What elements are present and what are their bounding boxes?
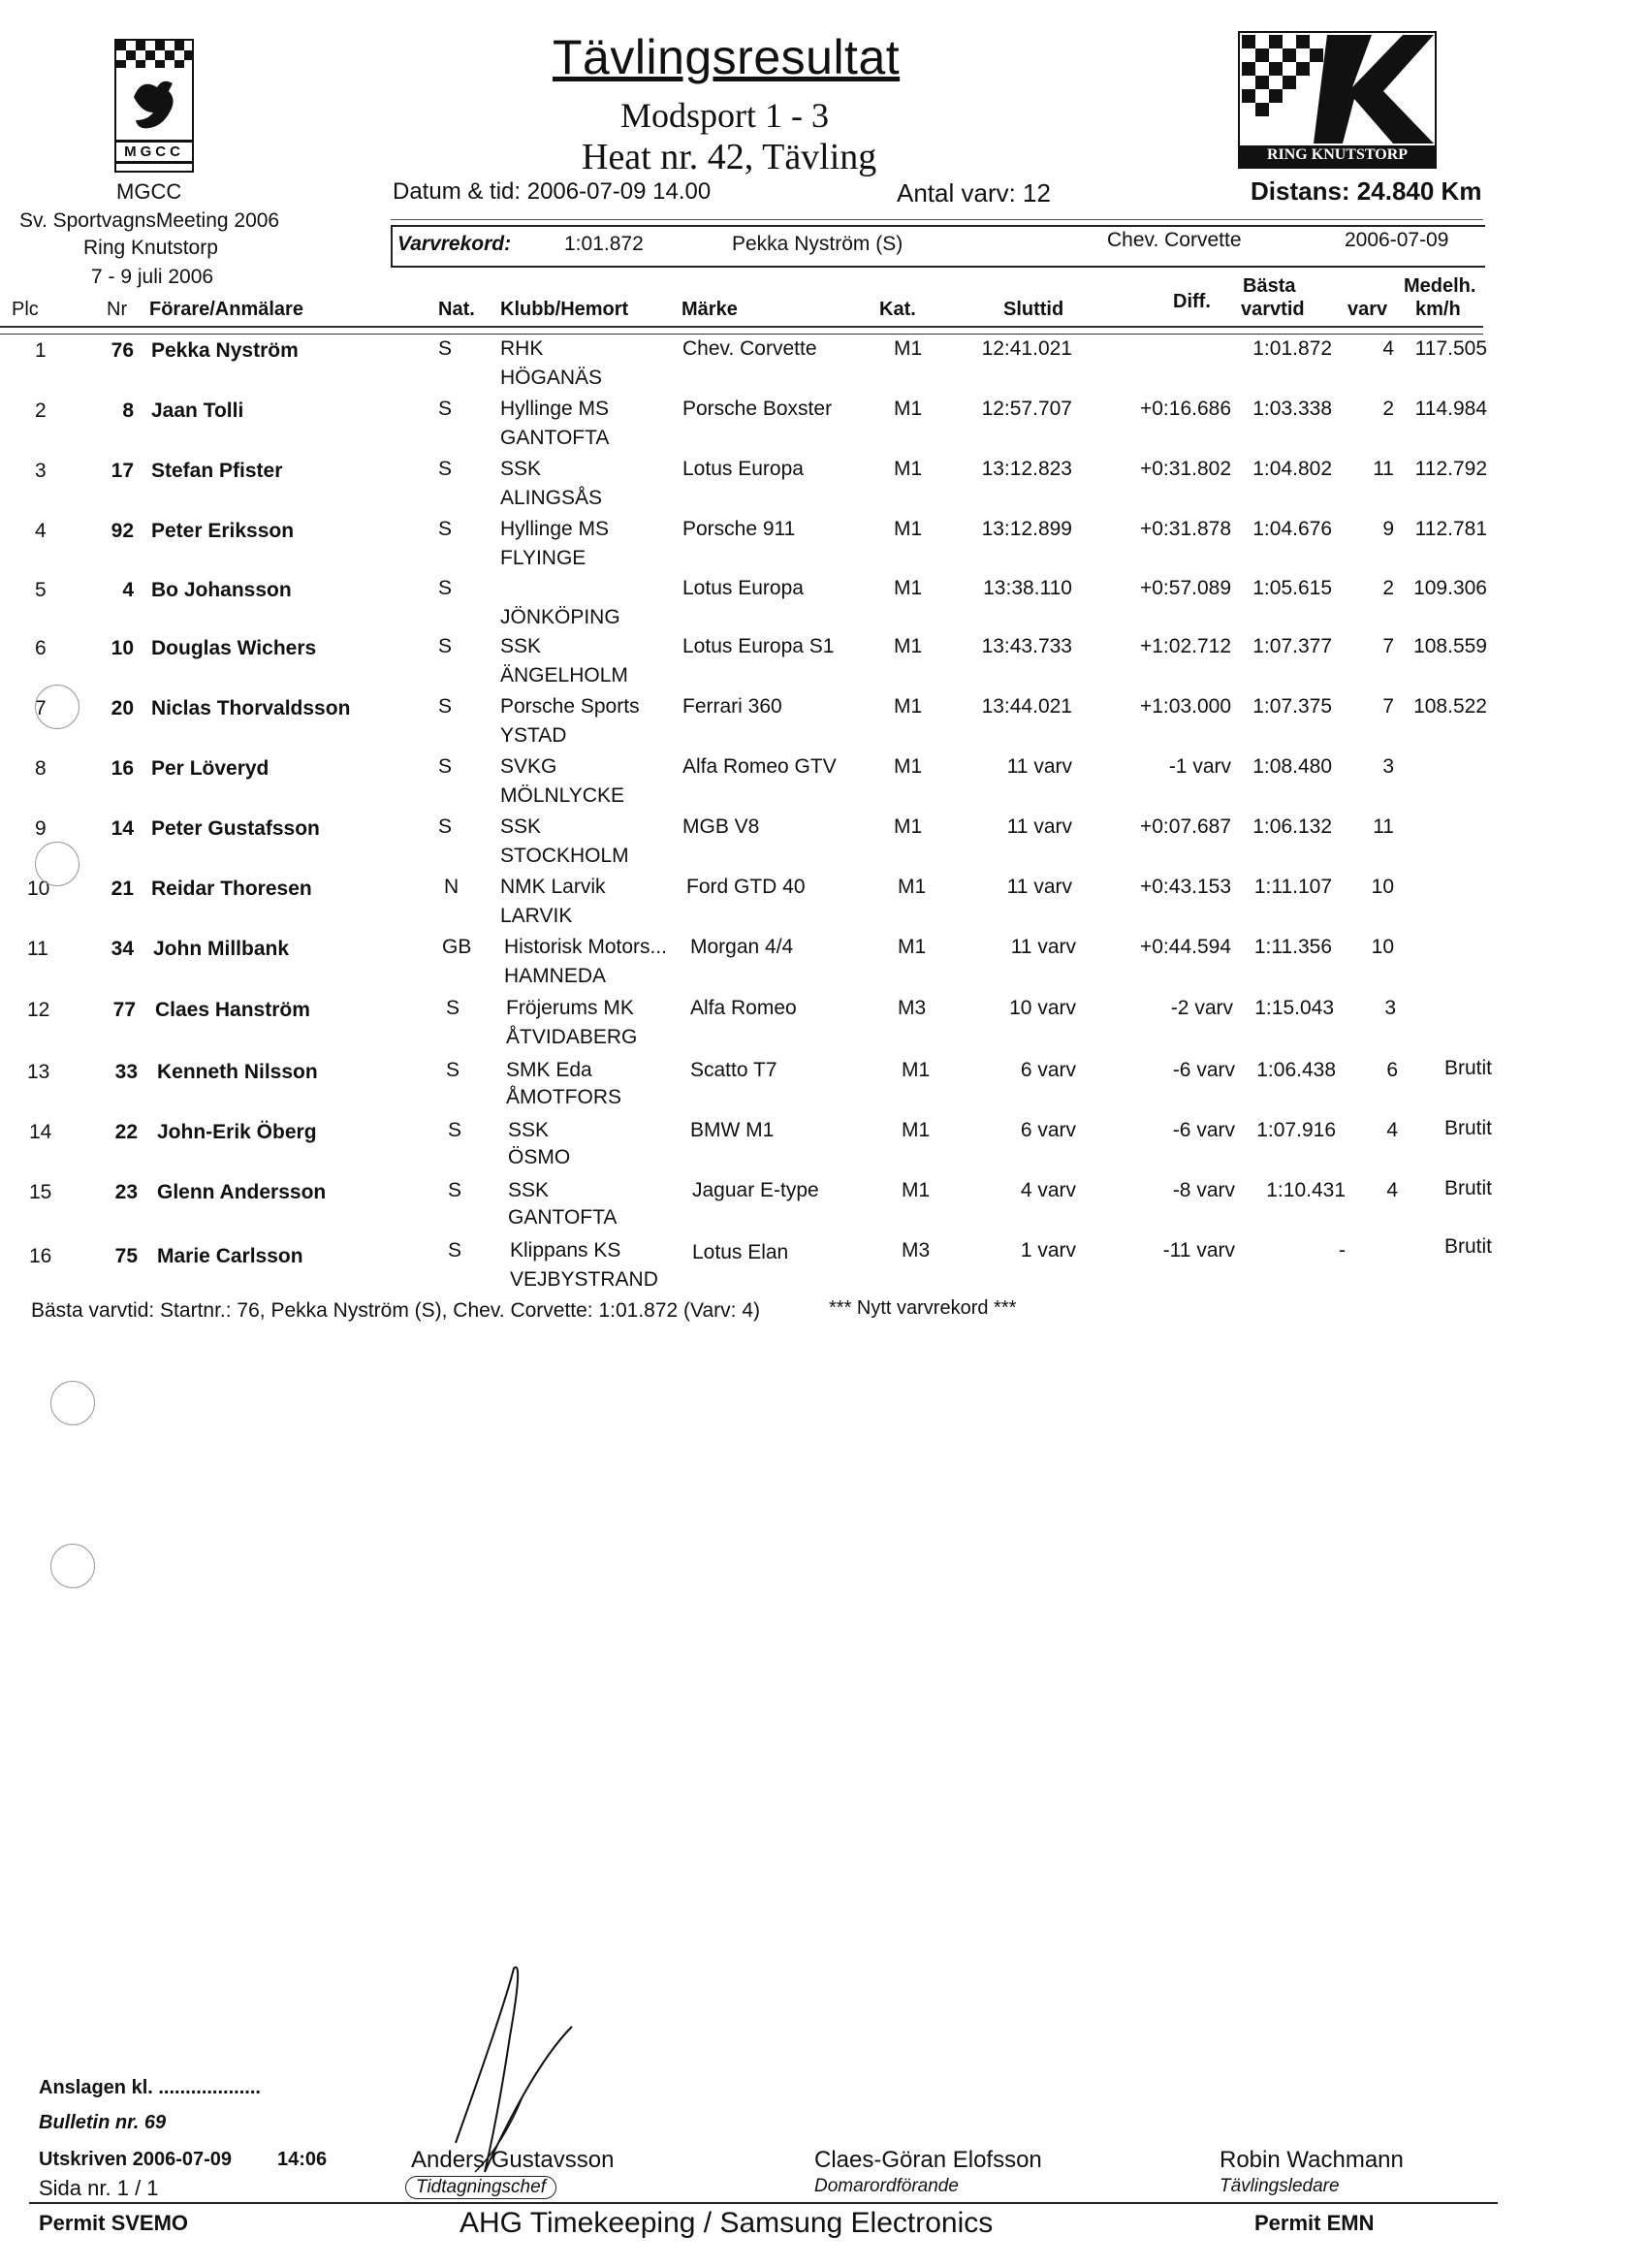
cell-lap: 10 (1371, 936, 1394, 958)
cell-lap: 4 (1386, 1119, 1398, 1141)
cell-plc: 10 (27, 878, 50, 900)
cell-nr: 4 (122, 579, 134, 601)
table-row (0, 1235, 1512, 1295)
cell-lap: 3 (1384, 997, 1396, 1019)
cell-club: Porsche Sports (500, 695, 640, 718)
table-row (0, 518, 1512, 578)
cell-best: 1:07.916 (1256, 1119, 1336, 1141)
cell-town: STOCKHOLM (500, 845, 629, 867)
cell-note: Brutit (1444, 1117, 1493, 1139)
cell-nr: 23 (114, 1181, 138, 1203)
cell-cat: M1 (894, 695, 923, 718)
cell-plc: 1 (35, 339, 47, 362)
race-class: Modsport 1 - 3 (620, 96, 829, 135)
cell-best: 1:08.480 (1252, 755, 1332, 778)
cell-time: 11 varv (1006, 876, 1072, 898)
cell-best: 1:06.438 (1256, 1059, 1336, 1081)
cell-nat: S (448, 1239, 462, 1262)
lap-record-driver: Pekka Nyström (S) (732, 233, 903, 255)
table-row (0, 936, 1512, 996)
cell-town: ÖSMO (508, 1146, 571, 1168)
punch-hole (50, 1381, 95, 1425)
footer-rule (29, 2202, 1498, 2204)
cell-cat: M1 (898, 876, 927, 898)
cell-make: Morgan 4/4 (690, 936, 794, 958)
cell-nat: S (438, 458, 453, 480)
cell-driver: Peter Gustafsson (151, 817, 320, 840)
cell-make: Alfa Romeo (690, 997, 797, 1019)
posted-time: Anslagen kl. ................... (39, 2077, 261, 2098)
cell-avg: 112.792 (1414, 458, 1487, 480)
cell-plc: 13 (27, 1061, 50, 1083)
cell-time: 13:12.823 (981, 458, 1072, 480)
cell-lap: 2 (1382, 398, 1394, 420)
cell-cat: M1 (902, 1119, 931, 1141)
race-distance: Distans: 24.840 Km (1251, 176, 1482, 206)
cell-plc: 15 (29, 1181, 52, 1203)
cell-driver: Pekka Nyström (151, 339, 299, 362)
cell-cat: M1 (898, 936, 927, 958)
cell-driver: Kenneth Nilsson (157, 1061, 318, 1083)
cell-driver: Reidar Thoresen (151, 878, 312, 900)
cell-make: Chev. Corvette (682, 337, 817, 360)
cell-best: 1:11.356 (1253, 936, 1332, 958)
table-row (0, 1177, 1512, 1237)
cell-town: VEJBYSTRAND (510, 1268, 658, 1291)
cell-diff: +0:31.878 (1139, 518, 1231, 540)
cell-club: Fröjerums MK (506, 997, 634, 1019)
permit-right: Permit EMN (1254, 2211, 1375, 2235)
signature-title-2: Domarordförande (814, 2176, 959, 2196)
cell-club: Hyllinge MS (500, 398, 610, 420)
cell-cat: M3 (898, 997, 927, 1019)
cell-nr: 8 (122, 399, 134, 422)
table-row (0, 815, 1512, 876)
cell-plc: 16 (29, 1245, 52, 1267)
col-lap: varv (1347, 299, 1388, 320)
page-title: Tävlingsresultat (553, 30, 901, 84)
cell-diff: +0:43.153 (1139, 876, 1231, 898)
printed-date: Utskriven 2006-07-09 (39, 2149, 233, 2170)
cell-club: Klippans KS (510, 1239, 621, 1262)
cell-club: Historisk Motors... (504, 936, 668, 958)
cell-nr: 20 (111, 697, 134, 719)
cell-driver: Niclas Thorvaldsson (151, 697, 351, 719)
signature-title-1: Tidtagningschef (405, 2176, 556, 2199)
cell-make: Ford GTD 40 (686, 876, 806, 898)
signature-name-2: Claes-Göran Elofsson (814, 2147, 1042, 2173)
cell-town: GANTOFTA (500, 427, 610, 449)
lap-record-date: 2006-07-09 (1345, 229, 1449, 251)
cell-club: Hyllinge MS (500, 518, 610, 540)
cell-note: Brutit (1444, 1235, 1493, 1258)
cell-plc: 9 (35, 817, 47, 840)
cell-nat: S (438, 337, 453, 360)
cell-club: RHK (500, 337, 544, 360)
cell-nat: S (446, 997, 460, 1019)
cell-nat: GB (442, 936, 472, 958)
cell-best: 1:05.615 (1252, 577, 1332, 599)
cell-diff: -2 varv (1170, 997, 1233, 1019)
cell-nat: S (438, 635, 453, 657)
cell-town: ÅTVIDABERG (506, 1026, 638, 1048)
cell-time: 13:44.021 (981, 695, 1072, 718)
cell-driver: Stefan Pfister (151, 460, 283, 482)
mgcc-logo-text: MGCC (124, 144, 184, 160)
cell-club: SVKG (500, 755, 557, 778)
cell-nr: 75 (114, 1245, 138, 1267)
cell-plc: 5 (35, 579, 47, 601)
cell-nat: S (438, 518, 453, 540)
ring-knutstorp-text: RING KNUTSTORP (1266, 146, 1409, 163)
cell-town: HAMNEDA (504, 965, 607, 987)
cell-note: Brutit (1444, 1177, 1493, 1199)
cell-diff: +0:16.686 (1139, 398, 1231, 420)
cell-avg: 112.781 (1414, 518, 1487, 540)
table-row (0, 398, 1512, 458)
cell-driver: Bo Johansson (151, 579, 292, 601)
header-rule-2 (0, 334, 1483, 335)
cell-time: 6 varv (1020, 1119, 1076, 1141)
cell-town: FLYINGE (500, 547, 586, 569)
printed-time: 14:06 (277, 2149, 328, 2170)
cell-town: ÅMOTFORS (506, 1086, 621, 1108)
cell-nat: S (446, 1059, 460, 1081)
cell-best: - (1339, 1239, 1346, 1262)
cell-diff: +0:44.594 (1139, 936, 1231, 958)
cell-plc: 12 (27, 999, 50, 1021)
cell-club: SSK (508, 1119, 550, 1141)
cell-cat: M1 (902, 1059, 931, 1081)
cell-lap: 4 (1386, 1179, 1398, 1201)
cell-time: 11 varv (1006, 755, 1072, 778)
cell-driver: Jaan Tolli (151, 399, 244, 422)
new-record-note: *** Nytt varvrekord *** (829, 1297, 1017, 1319)
lap-record-time: 1:01.872 (564, 233, 644, 255)
cell-nat: N (444, 876, 460, 898)
cell-diff: -1 varv (1168, 755, 1231, 778)
lap-record-box (391, 225, 1485, 268)
cell-best: 1:07.375 (1252, 695, 1332, 718)
cell-cat: M1 (894, 815, 923, 838)
cell-town: HÖGANÄS (500, 367, 603, 389)
lap-record-label: Varvrekord: (397, 233, 512, 255)
cell-time: 13:43.733 (981, 635, 1072, 657)
cell-plc: 8 (35, 757, 47, 780)
signature-name-1: Anders Gustavsson (411, 2147, 615, 2173)
cell-cat: M1 (894, 458, 923, 480)
table-row (0, 577, 1512, 637)
table-row (0, 635, 1512, 695)
cell-plc: 3 (35, 460, 47, 482)
timekeeping-credit: AHG Timekeeping / Samsung Electronics (460, 2207, 994, 2239)
cell-town: JÖNKÖPING (500, 606, 620, 628)
lap-count: Antal varv: 12 (897, 178, 1051, 208)
cell-lap: 9 (1382, 518, 1394, 540)
cell-cat: M1 (894, 755, 923, 778)
permit-left: Permit SVEMO (39, 2211, 189, 2235)
col-best-1: Bästa (1243, 275, 1296, 297)
signature-name-3: Robin Wachmann (1220, 2147, 1404, 2173)
cell-driver: Marie Carlsson (157, 1245, 303, 1267)
cell-cat: M1 (894, 577, 923, 599)
cell-plc: 6 (35, 637, 47, 659)
cell-lap: 6 (1386, 1059, 1398, 1081)
cell-diff: +0:57.089 (1139, 577, 1231, 599)
cell-best: 1:03.338 (1252, 398, 1332, 420)
cell-time: 10 varv (1009, 997, 1076, 1019)
cell-town: ALINGSÅS (500, 487, 603, 509)
cell-note: Brutit (1444, 1057, 1493, 1079)
cell-diff: -11 varv (1162, 1239, 1235, 1262)
cell-time: 12:57.707 (981, 398, 1072, 420)
cell-make: Jaguar E-type (692, 1179, 819, 1201)
cell-make: BMW M1 (690, 1119, 775, 1141)
cell-lap: 4 (1382, 337, 1394, 360)
cell-best: 1:07.377 (1252, 635, 1332, 657)
cell-lap: 2 (1382, 577, 1394, 599)
cell-club: NMK Larvik (500, 876, 606, 898)
cell-make: Lotus Europa (682, 577, 804, 599)
cell-driver: John-Erik Öberg (157, 1121, 317, 1143)
cell-diff: +1:02.712 (1139, 635, 1231, 657)
cell-make: MGB V8 (682, 815, 760, 838)
cell-town: MÖLNLYCKE (500, 784, 624, 807)
cell-nr: 16 (111, 757, 134, 780)
meeting-dates: 7 - 9 juli 2006 (91, 266, 214, 288)
cell-plc: 11 (27, 938, 48, 960)
cell-make: Lotus Elan (692, 1241, 789, 1263)
header-rule (0, 326, 1483, 328)
signature-title-3: Tävlingsledare (1220, 2176, 1340, 2196)
cell-nr: 92 (111, 520, 134, 542)
cell-time: 11 varv (1010, 936, 1076, 958)
cell-make: Scatto T7 (690, 1059, 777, 1081)
cell-nat: S (438, 755, 453, 778)
cell-town: GANTOFTA (508, 1206, 618, 1229)
cell-avg: 114.984 (1414, 398, 1487, 420)
cell-best: 1:04.676 (1252, 518, 1332, 540)
col-plc: Plc (12, 299, 39, 320)
punch-hole (50, 1544, 95, 1588)
cell-town: LARVIK (500, 905, 573, 927)
col-cat: Kat. (879, 299, 916, 320)
cell-nr: 21 (111, 878, 134, 900)
cell-town: YSTAD (500, 724, 567, 747)
cell-club: SSK (500, 458, 542, 480)
table-row (0, 755, 1512, 815)
table-row (0, 876, 1512, 936)
cell-avg: 109.306 (1413, 577, 1487, 599)
cell-time: 4 varv (1020, 1179, 1076, 1201)
cell-best: 1:10.431 (1266, 1179, 1346, 1201)
col-avg-1: Medelh. (1404, 275, 1476, 297)
table-row (0, 695, 1512, 755)
cell-cat: M1 (894, 398, 923, 420)
cell-diff: +1:03.000 (1139, 695, 1231, 718)
organizer-name: MGCC (116, 179, 182, 204)
cell-driver: Per Löveryd (151, 757, 269, 780)
heat-info: Heat nr. 42, Tävling (582, 137, 877, 177)
cell-cat: M1 (902, 1179, 931, 1201)
table-row (0, 337, 1512, 398)
cell-driver: Peter Eriksson (151, 520, 295, 542)
cell-nr: 14 (111, 817, 134, 840)
table-row (0, 1117, 1512, 1177)
cell-diff: +0:07.687 (1139, 815, 1231, 838)
cell-cat: M1 (894, 518, 923, 540)
table-row (0, 458, 1512, 518)
cell-nat: S (448, 1179, 462, 1201)
cell-lap: 11 (1373, 458, 1394, 480)
col-time: Sluttid (1003, 299, 1064, 320)
cell-plc: 7 (35, 697, 47, 719)
cell-make: Porsche Boxster (682, 398, 833, 420)
cell-time: 13:12.899 (981, 518, 1072, 540)
cell-nr: 76 (111, 339, 134, 362)
cell-avg: 117.505 (1414, 337, 1487, 360)
best-lap-summary: Bästa varvtid: Startnr.: 76, Pekka Nyström (S), Chev. Corvette: 1:01.872 (Varv: 4) (31, 1299, 761, 1322)
cell-nr: 77 (112, 999, 136, 1021)
cell-plc: 4 (35, 520, 47, 542)
cell-club: SSK (500, 815, 542, 838)
cell-nr: 10 (111, 637, 134, 659)
cell-plc: 2 (35, 399, 47, 422)
mgcc-logo (114, 39, 194, 173)
cell-diff: -8 varv (1172, 1179, 1235, 1201)
cell-time: 12:41.021 (981, 337, 1072, 360)
cell-driver: John Millbank (153, 938, 290, 960)
cell-cat: M1 (894, 635, 923, 657)
cell-nr: 34 (111, 938, 134, 960)
col-best-2: varvtid (1241, 299, 1305, 320)
cell-cat: M1 (894, 337, 923, 360)
col-make: Märke (681, 299, 738, 320)
cell-lap: 11 (1373, 815, 1394, 838)
cell-make: Ferrari 360 (682, 695, 782, 718)
cell-lap: 7 (1382, 695, 1394, 718)
cell-time: 11 varv (1006, 815, 1072, 838)
cell-town: ÄNGELHOLM (500, 664, 628, 687)
lap-record-car: Chev. Corvette (1107, 229, 1242, 251)
cell-lap: 7 (1382, 635, 1394, 657)
meeting-name: Sv. SportvagnsMeeting 2006 (19, 209, 280, 232)
bulletin-number: Bulletin nr. 69 (39, 2112, 167, 2133)
cell-best: 1:06.132 (1252, 815, 1332, 838)
cell-nr: 33 (114, 1061, 138, 1083)
cell-diff: -6 varv (1172, 1119, 1235, 1141)
cell-time: 6 varv (1020, 1059, 1076, 1081)
cell-best: 1:01.872 (1252, 337, 1332, 360)
punch-hole (35, 685, 79, 729)
cell-best: 1:04.802 (1252, 458, 1332, 480)
cell-nr: 22 (114, 1121, 138, 1143)
cell-diff: +0:31.802 (1139, 458, 1231, 480)
cell-time: 1 varv (1020, 1239, 1076, 1262)
cell-driver: Douglas Wichers (151, 637, 317, 659)
cell-club: SSK (500, 635, 542, 657)
cell-make: Porsche 911 (682, 518, 796, 540)
cell-avg: 108.559 (1413, 635, 1487, 657)
col-diff: Diff. (1173, 291, 1211, 312)
cell-cat: M3 (902, 1239, 931, 1262)
cell-nat: S (438, 577, 453, 599)
col-driver: Förare/Anmälare (149, 299, 303, 320)
table-row (0, 997, 1512, 1057)
cell-make: Lotus Europa (682, 458, 804, 480)
cell-club: SMK Eda (506, 1059, 592, 1081)
cell-nat: S (438, 398, 453, 420)
punch-hole (35, 842, 79, 886)
table-row (0, 1057, 1512, 1117)
cell-avg: 108.522 (1413, 695, 1487, 718)
page-number: Sida nr. 1 / 1 (39, 2176, 159, 2200)
ring-knutstorp-logo (1238, 31, 1437, 169)
cell-driver: Claes Hanström (155, 999, 310, 1021)
col-nr: Nr (107, 299, 128, 320)
cell-lap: 10 (1371, 876, 1394, 898)
divider (391, 219, 1483, 221)
cell-driver: Glenn Andersson (157, 1181, 327, 1203)
cell-best: 1:11.107 (1253, 876, 1332, 898)
cell-nat: S (438, 695, 453, 718)
cell-lap: 3 (1382, 755, 1394, 778)
cell-best: 1:15.043 (1254, 997, 1334, 1019)
col-nat: Nat. (438, 299, 475, 320)
cell-nat: S (448, 1119, 462, 1141)
cell-diff: -6 varv (1172, 1059, 1235, 1081)
cell-nat: S (438, 815, 453, 838)
cell-plc: 14 (29, 1121, 52, 1143)
cell-time: 13:38.110 (983, 577, 1072, 599)
venue-name: Ring Knutstorp (83, 237, 218, 259)
col-club: Klubb/Hemort (500, 299, 629, 320)
cell-club: SSK (508, 1179, 550, 1201)
col-avg-2: km/h (1415, 299, 1461, 320)
race-datetime: Datum & tid: 2006-07-09 14.00 (393, 178, 712, 205)
cell-nr: 17 (111, 460, 134, 482)
cell-make: Alfa Romeo GTV (682, 755, 837, 778)
cell-make: Lotus Europa S1 (682, 635, 835, 657)
